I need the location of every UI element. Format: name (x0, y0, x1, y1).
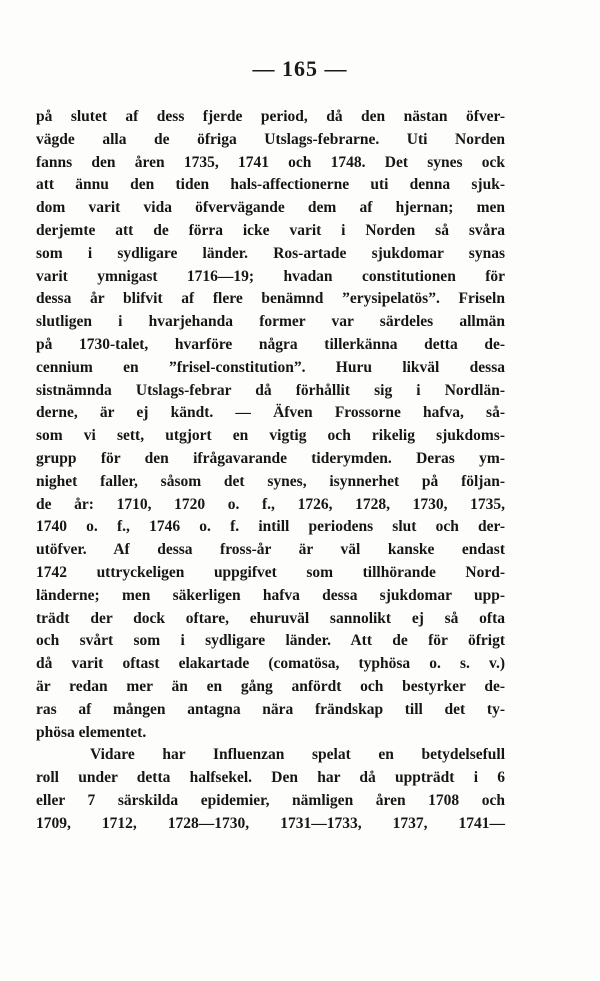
page-number: — 165 — (252, 56, 348, 81)
text-line: sistnämnda Utslags-febrar då förhållit sig i Nordlän- (36, 381, 505, 399)
text-line: vägde alla de öfriga Utslags-febrarne. Uti Norden (36, 130, 505, 148)
text-line: dom varit vida öfvervägande dem af hjernan; men (36, 199, 505, 217)
text-line: slutligen i hvarjehanda former var särdeles allmän (36, 313, 505, 331)
text-line: ras af mången antagna nära frändskap till det ty- (36, 700, 505, 718)
text-line: cennium en ”frisel-constitution”. Huru likväl dessa (36, 358, 505, 376)
text-line: på slutet af dess fjerde period, då den nästan öfver- (36, 108, 505, 125)
text-line: då varit oftast elakartade (comatösa, typhösa o. s. v.) (36, 655, 505, 673)
text-line: och svårt som i sydligare länder. Att de för öfrigt (36, 632, 505, 650)
text-line: 1740 o. f., 1746 o. f. intill periodens slut och der- (36, 518, 505, 536)
text-line: nighet faller, såsom det synes, isynnerhet på följan- (36, 472, 505, 490)
text-line: roll under detta halfsekel. Den har då uppträdt i 6 (36, 769, 505, 787)
text-line: phösa elementet. (36, 723, 147, 741)
text-line: som i sydligare länder. Ros-artade sjukdomar synas (36, 244, 505, 262)
text-line: länderne; men säkerligen hafva dessa sjukdomar upp- (36, 586, 505, 604)
text-line: som vi sett, utgjort en vigtig och rikelig sjukdoms- (36, 427, 505, 445)
text-line: de år: 1710, 1720 o. f., 1726, 1728, 1730, 1735, (36, 495, 505, 513)
text-line: Vidare har Influenzan spelat en betydelsefull (90, 746, 505, 764)
text-line: grupp för den ifrågavarande tiderymden. Deras ym- (36, 449, 505, 467)
text-line: eller 7 särskilda epidemier, nämligen åren 1708 och (36, 791, 505, 809)
text-line: 1742 uttryckeligen uppgifvet som tillhörande Nord- (36, 563, 505, 581)
text-line: varit ymnigast 1716—19; hvadan constitutionen för (36, 267, 505, 285)
text-line: dessa år blifvit af flere benämnd ”erysipelatös”. Friseln (36, 290, 505, 308)
text-line: på 1730-talet, hvarföre några tillerkänna detta de- (36, 335, 505, 353)
text-line: är redan mer än en gång anfördt och bestyrker de- (36, 677, 505, 695)
text-line: att ännu den tiden hals-affectionerne uti denna sjuk- (36, 176, 505, 194)
text-line: fanns den åren 1735, 1741 och 1748. Det synes ock (36, 153, 505, 171)
body-text (36, 106, 505, 836)
text-line: derjemte att de förra icke varit i Norden så svåra (36, 221, 505, 239)
text-line: derne, är ej kändt. — Äfven Frossorne hafva, så- (36, 404, 505, 422)
text-line: 1709, 1712, 1728—1730, 1731—1733, 1737, 1741— (36, 814, 505, 832)
text-line: utöfver. Af dessa fross-år är väl kanske endast (36, 541, 505, 559)
text-line: trädt der dock oftare, ehuruväl sannolikt ej så ofta (36, 609, 505, 627)
